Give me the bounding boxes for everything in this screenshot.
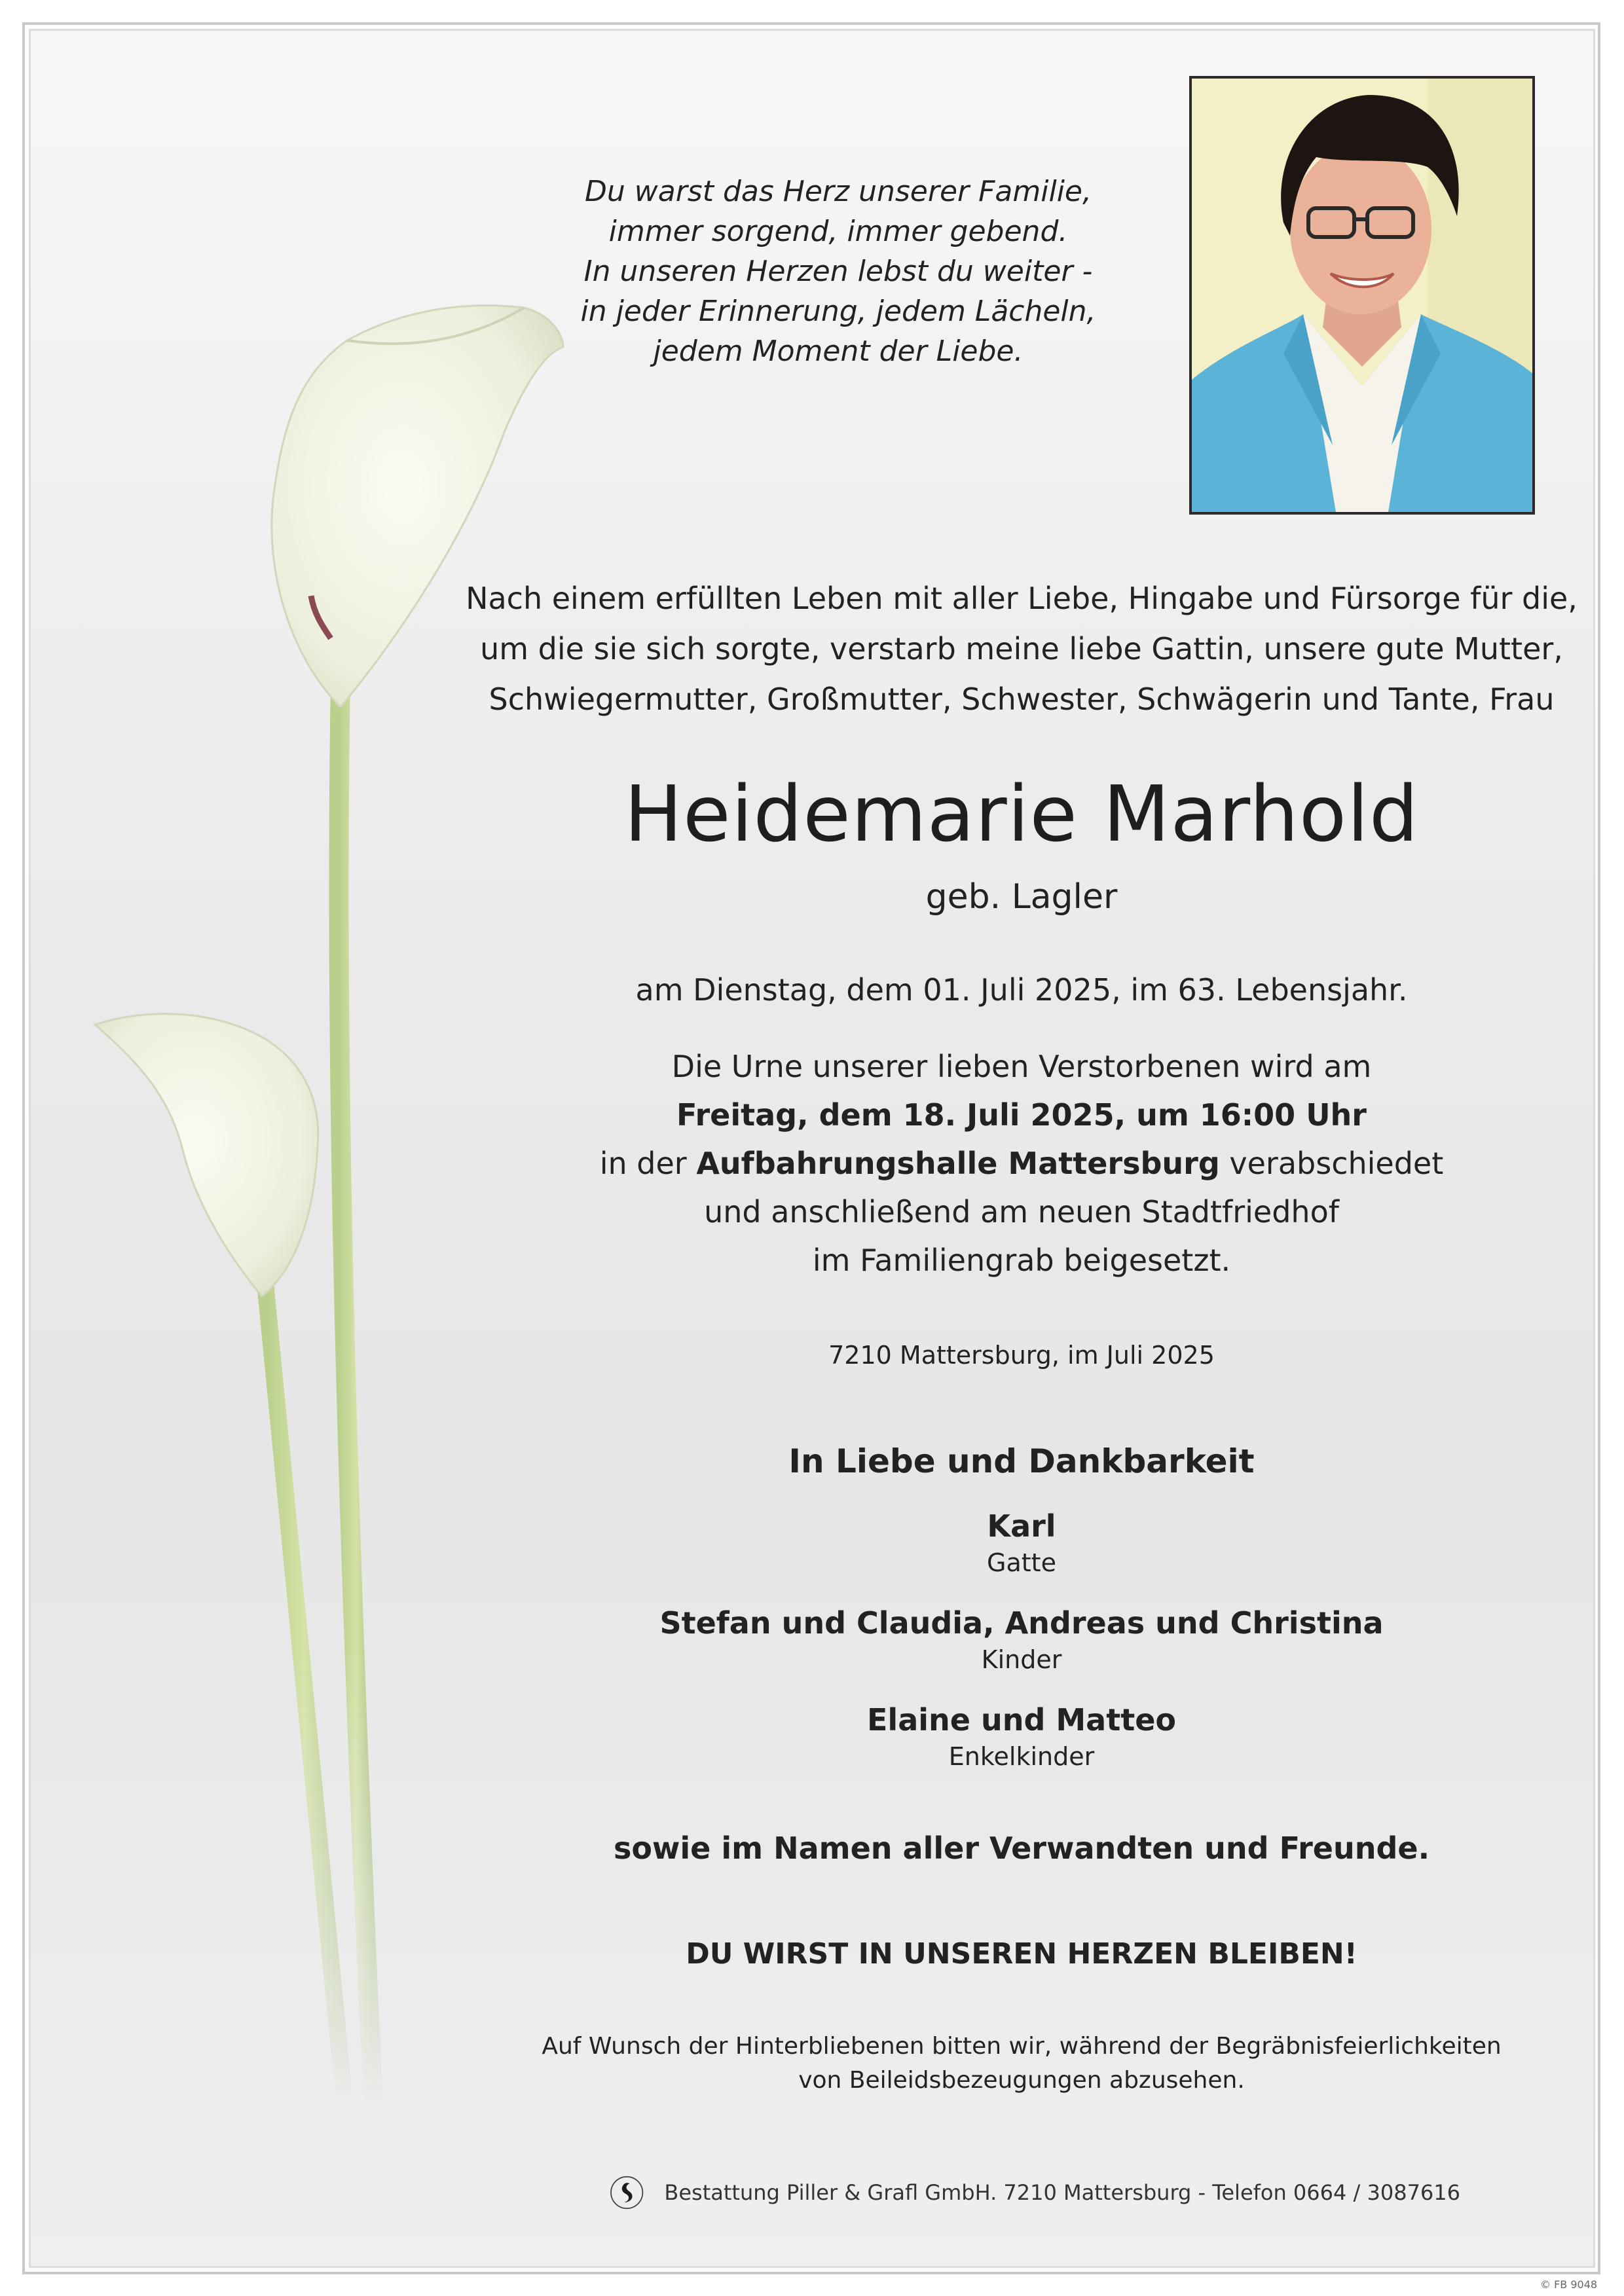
mourners-closing: sowie im Namen aller Verwandten und Freunde.	[613, 1831, 1430, 1866]
mourner-names: Elaine und Matteo	[867, 1702, 1176, 1738]
funeral-line: im Familiengrab beigesetzt.	[812, 1243, 1231, 1278]
memorial-poem	[511, 172, 1166, 371]
funeral-venue: Aufbahrungshalle Mattersburg	[696, 1146, 1220, 1181]
mourner-group	[498, 1603, 1545, 1676]
intro-paragraph	[458, 574, 1585, 725]
poem-line: immer sorgend, immer gebend.	[608, 215, 1068, 248]
death-date-line: am Dienstag, dem 01. Juli 2025, im 63. Lebensjahr.	[635, 972, 1408, 1008]
poem-line: Du warst das Herz unserer Familie,	[585, 175, 1092, 208]
mourner-names: Karl	[987, 1508, 1056, 1544]
funeral-line: und anschließend am neuen Stadtfriedhof	[704, 1194, 1339, 1230]
funeral-line: in der	[599, 1146, 687, 1181]
funeral-home-logo-icon	[609, 2163, 644, 2222]
funeral-date: Freitag, dem 18. Juli 2025, um 16:00 Uhr	[676, 1097, 1367, 1133]
mourner-names: Stefan und Claudia, Andreas und Christina	[659, 1605, 1384, 1641]
note-line: von Beileidsbezeugungen abzusehen.	[798, 2067, 1245, 2094]
portrait-illustration	[1192, 79, 1532, 512]
mourners-list	[498, 1506, 1545, 1796]
poem-line: in jeder Erinnerung, jedem Lächeln,	[580, 295, 1096, 328]
funeral-info	[498, 1042, 1545, 1285]
condolence-note	[498, 2030, 1545, 2098]
poem-line: In unseren Herzen lebst du weiter -	[583, 255, 1093, 288]
intro-line: Nach einem erfüllten Leben mit aller Liebe, Hingabe und Fürsorge für die,	[466, 581, 1578, 616]
funeral-home-footer	[609, 2163, 1460, 2222]
mourner-role: Gatte	[987, 1548, 1056, 1577]
funeral-line: verabschiedet	[1229, 1146, 1444, 1181]
intro-line: Schwiegermutter, Großmutter, Schwester, Schwägerin und Tante, Frau	[489, 682, 1555, 717]
copyright-mark: © FB 9048	[1540, 2278, 1598, 2291]
deceased-name: Heidemarie Marhold	[624, 769, 1419, 859]
intro-line: um die sie sich sorgte, verstarb meine liebe Gattin, unsere gute Mutter,	[480, 631, 1563, 666]
place-date: 7210 Mattersburg, im Juli 2025	[828, 1341, 1215, 1370]
funeral-home-info: Bestattung Piller & Grafl GmbH. 7210 Mattersburg - Telefon 0664 / 3087616	[664, 2180, 1460, 2205]
portrait-photo	[1189, 76, 1535, 515]
poem-line: jedem Moment der Liebe.	[653, 335, 1024, 368]
farewell-line: DU WIRST IN UNSEREN HERZEN BLEIBEN!	[686, 1937, 1357, 1971]
funeral-line: Die Urne unserer lieben Verstorbenen wird am	[671, 1049, 1372, 1084]
maiden-name: geb. Lagler	[925, 877, 1118, 917]
mourner-group	[498, 1506, 1545, 1579]
mourner-role: Enkelkinder	[948, 1742, 1095, 1771]
mourners-heading: In Liebe und Dankbarkeit	[788, 1442, 1255, 1480]
note-line: Auf Wunsch der Hinterbliebenen bitten wir, während der Begräbnisfeierlichkeiten	[542, 2033, 1502, 2060]
mourner-role: Kinder	[981, 1645, 1062, 1674]
mourner-group	[498, 1700, 1545, 1773]
